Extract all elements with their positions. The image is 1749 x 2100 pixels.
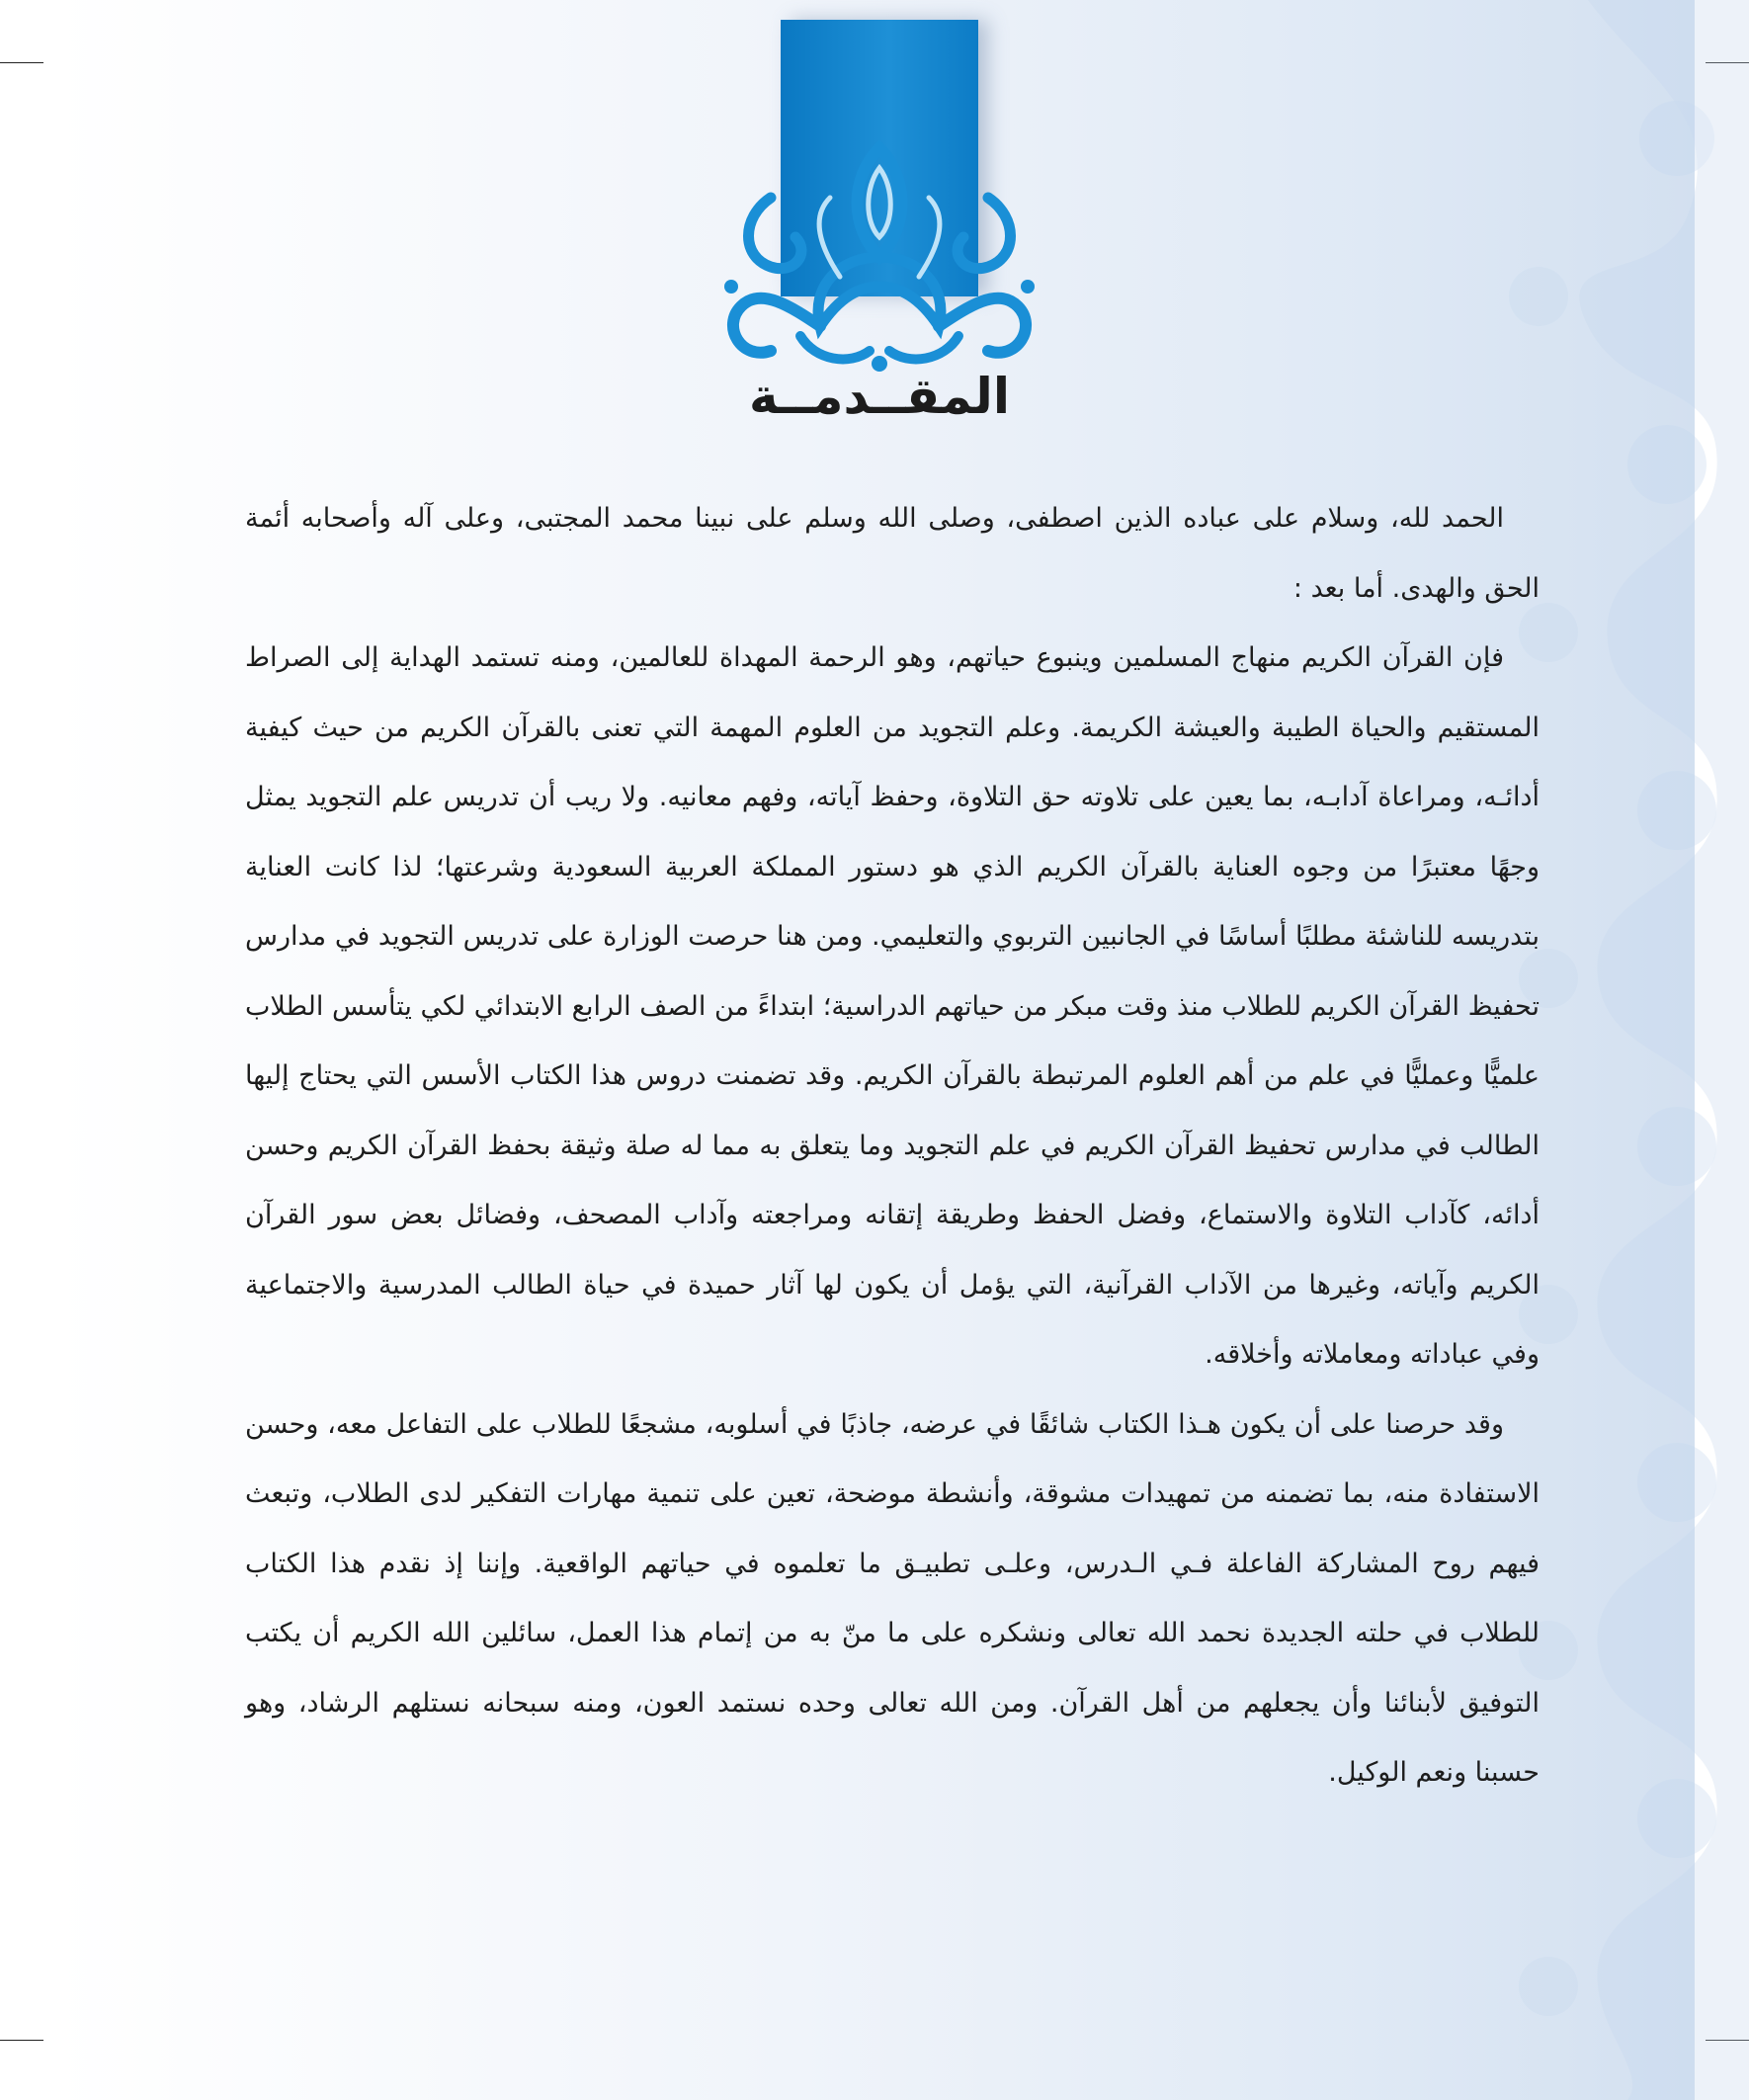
page-title: المقــدمــة — [749, 368, 1010, 425]
intro-paragraph: فإن القرآن الكريم منهاج المسلمين وينبوع حياتهم، وهو الرحمة المهداة للعالمين، ومنه تستمد الهداية إلى الصراط المستقيم والحياة الطيبة والعيشة الكريمة. وعلم التجويد من العلوم المهمة التي تعنى بالقرآن الكريم من حيث كيفية أدائـه، ومراعاة آدابـه، بما يعين على تلاوته حق التلاوة، وحفظ آياته، وفهم معانيه. ولا ريب أن تدريس علم التجويد يمثل وجهًا معتبرًا من وجوه العناية بالقرآن الكريم الذي هو دستور المملكة العربية السعودية وشرعتها؛ لذا كانت العناية بتدريسه للناشئة مطلبًا أساسًا في الجانبين التربوي والتعليمي. ومن هنا حرصت الوزارة على تدريس التجويد في مدارس تحفيظ القرآن الكريم للطلاب منذ وقت مبكر من حياتهم الدراسية؛ ابتداءً من الصف الرابع الابتدائي لكي يتأسس الطلاب علميًّا وعمليًّا في علم من أهم العلوم المرتبطة بالقرآن الكريم. وقد تضمنت دروس هذا الكتاب الأسس التي يحتاج إليها الطالب في مدارس تحفيظ القرآن الكريم في علم التجويد وما يتعلق به مما له صلة وثيقة بحفظ القرآن الكريم وحسن أدائه، كآداب التلاوة والاستماع، وفضل الحفظ وطريقة إتقانه ومراجعته وآداب المصحف، وفضائل بعض سور القرآن الكريم وآياته، وغيرها من الآداب القرآنية، التي يؤمل أن يكون لها آثار حميدة في حياة الطالب المدرسية والاجتماعية وفي عباداته ومعاملاته وأخلاقه. — [245, 642, 1540, 1370]
arabesque-ornament-icon — [702, 138, 1057, 376]
intro-body — [245, 484, 1540, 1808]
intro-paragraph: وقد حرصنا على أن يكون هـذا الكتاب شائقًا في عرضه، جاذبًا في أسلوبه، مشجعًا للطلاب على التفاعل معه، وحسن الاستفادة منه، بما تضمنه من تمهيدات مشوقة، وأنشطة موضحة، تعين على تنمية مهارات التفكير لدى الطلاب، وتبعث فيهم روح المشاركة الفاعلة فـي الـدرس، وعلـى تطبيـق ما تعلموه في حياتهم الواقعية. وإننا إذ نقدم هذا الكتاب للطلاب في حلته الجديدة نحمد الله تعالى ونشكره على ما منّ به من إتمام هذا العمل، سائلين الله الكريم أن يكتب التوفيق لأبنائنا وأن يجعلهم من أهل القرآن. ومن الله تعالى وحده نستمد العون، ومنه سبحانه نستلهم الرشاد، وهو حسبنا ونعم الوكيل. — [245, 1408, 1540, 1788]
crop-mark — [0, 2040, 43, 2041]
crop-mark — [0, 62, 43, 63]
intro-paragraph: الحمد لله، وسلام على عباده الذين اصطفى، وصلى الله وسلم على نبينا محمد المجتبى، وعلى آله وأصحابه أئمة الحق والهدى. أما بعد : — [245, 503, 1540, 604]
